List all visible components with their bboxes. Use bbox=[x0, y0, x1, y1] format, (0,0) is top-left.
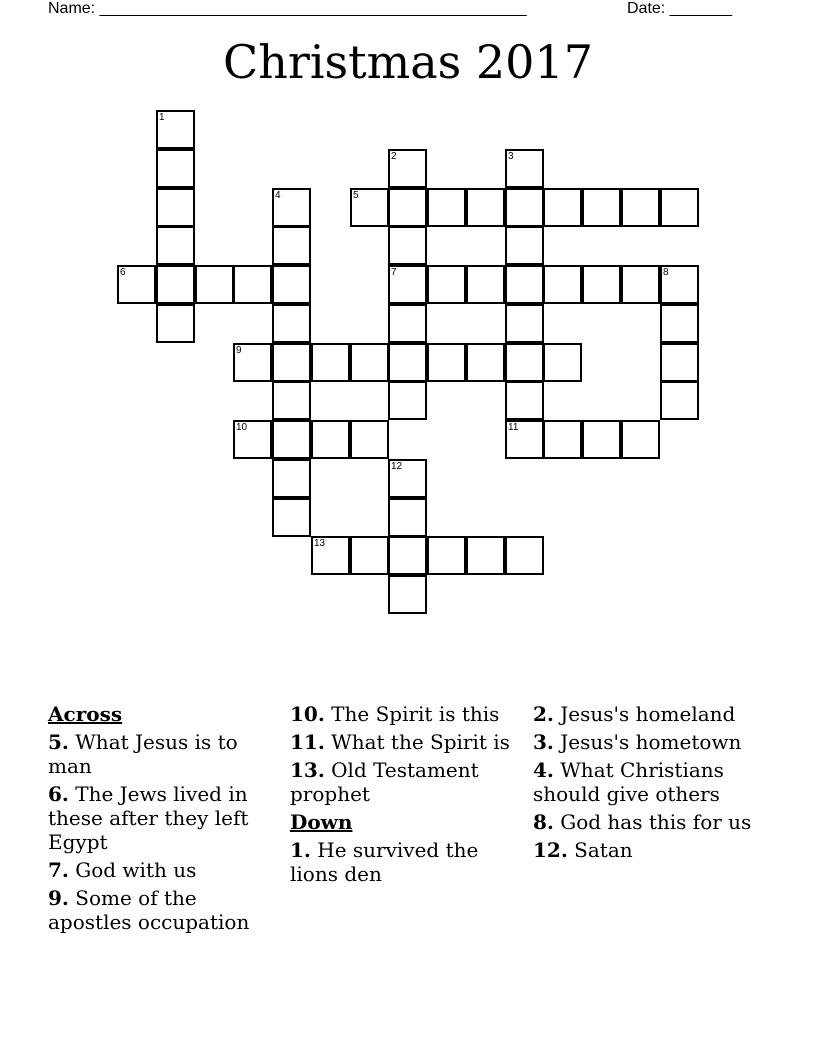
clue-down-1: 1. He survived the lions den bbox=[290, 838, 479, 886]
clue-down-12: 12. Satan bbox=[533, 838, 633, 862]
grid-cell[interactable] bbox=[388, 536, 427, 575]
grid-cell[interactable] bbox=[660, 381, 699, 420]
grid-cell[interactable] bbox=[388, 575, 427, 614]
grid-cell[interactable] bbox=[660, 188, 699, 227]
grid-cell[interactable] bbox=[272, 188, 311, 227]
grid-cell[interactable] bbox=[660, 265, 699, 304]
grid-cell[interactable] bbox=[195, 265, 234, 304]
grid-cell[interactable] bbox=[505, 149, 544, 188]
grid-cell[interactable] bbox=[272, 420, 311, 459]
grid-cell[interactable] bbox=[350, 343, 389, 382]
clue-across-11: 11. What the Spirit is bbox=[290, 730, 510, 754]
grid-cell[interactable] bbox=[582, 420, 621, 459]
across-heading: Across bbox=[48, 702, 123, 726]
grid-cell[interactable] bbox=[233, 420, 272, 459]
grid-cell[interactable] bbox=[466, 343, 505, 382]
grid-cell[interactable] bbox=[388, 188, 427, 227]
clue-number: 6 bbox=[120, 267, 126, 278]
grid-cell[interactable] bbox=[621, 188, 660, 227]
clue-number: 13 bbox=[314, 538, 326, 549]
clue-across-5: 5. What Jesus is to man bbox=[48, 730, 238, 778]
grid-cell[interactable] bbox=[350, 188, 389, 227]
grid-cell[interactable] bbox=[427, 343, 466, 382]
clues-column-3 bbox=[533, 702, 769, 866]
clues-column-2 bbox=[290, 702, 526, 890]
clue-number: 3 bbox=[508, 151, 514, 162]
crossword-grid bbox=[117, 110, 700, 615]
grid-cell[interactable] bbox=[117, 265, 156, 304]
grid-cell[interactable] bbox=[582, 188, 621, 227]
clue-across-13: 13. Old Testament prophet bbox=[290, 758, 479, 806]
clue-number: 10 bbox=[236, 422, 248, 433]
clue-number: 7 bbox=[391, 267, 397, 278]
grid-cell[interactable] bbox=[233, 343, 272, 382]
grid-cell[interactable] bbox=[388, 265, 427, 304]
grid-cell[interactable] bbox=[505, 226, 544, 265]
grid-cell[interactable] bbox=[350, 536, 389, 575]
clue-down-8: 8. God has this for us bbox=[533, 810, 752, 834]
clue-number: 5 bbox=[353, 190, 359, 201]
clue-across-7: 7. God with us bbox=[48, 858, 197, 882]
grid-cell[interactable] bbox=[543, 265, 582, 304]
grid-cell[interactable] bbox=[272, 226, 311, 265]
grid-cell[interactable] bbox=[543, 343, 582, 382]
clue-across-6: 6. The Jews lived in these after they left Egypt bbox=[48, 782, 249, 854]
grid-cell[interactable] bbox=[427, 536, 466, 575]
clues-column-1 bbox=[48, 702, 284, 938]
grid-cell[interactable] bbox=[466, 265, 505, 304]
grid-cell[interactable] bbox=[388, 498, 427, 537]
grid-cell[interactable] bbox=[660, 304, 699, 343]
clue-down-4: 4. What Christians should give others bbox=[533, 758, 724, 806]
grid-cell[interactable] bbox=[505, 265, 544, 304]
grid-cell[interactable] bbox=[388, 149, 427, 188]
grid-cell[interactable] bbox=[311, 420, 350, 459]
grid-cell[interactable] bbox=[505, 188, 544, 227]
grid-cell[interactable] bbox=[156, 188, 195, 227]
worksheet-header bbox=[48, 0, 748, 20]
clue-number: 1 bbox=[159, 112, 165, 123]
grid-cell[interactable] bbox=[505, 420, 544, 459]
grid-cell[interactable] bbox=[427, 188, 466, 227]
grid-cell[interactable] bbox=[388, 304, 427, 343]
clue-down-2: 2. Jesus's homeland bbox=[533, 702, 736, 726]
grid-cell[interactable] bbox=[311, 536, 350, 575]
clue-number: 12 bbox=[391, 461, 403, 472]
grid-cell[interactable] bbox=[388, 459, 427, 498]
grid-cell[interactable] bbox=[272, 459, 311, 498]
date-line: Date: _______ bbox=[627, 0, 732, 17]
grid-cell[interactable] bbox=[543, 420, 582, 459]
clue-number: 8 bbox=[663, 267, 669, 278]
grid-cell[interactable] bbox=[543, 188, 582, 227]
grid-cell[interactable] bbox=[505, 381, 544, 420]
grid-cell[interactable] bbox=[388, 226, 427, 265]
puzzle-title: Christmas 2017 bbox=[223, 35, 593, 89]
grid-cell[interactable] bbox=[272, 304, 311, 343]
grid-cell[interactable] bbox=[350, 420, 389, 459]
grid-cell[interactable] bbox=[156, 110, 195, 149]
grid-cell[interactable] bbox=[156, 226, 195, 265]
grid-cell[interactable] bbox=[505, 536, 544, 575]
clue-number: 4 bbox=[275, 190, 281, 201]
grid-cell[interactable] bbox=[505, 343, 544, 382]
grid-cell[interactable] bbox=[466, 536, 505, 575]
clue-number: 2 bbox=[391, 151, 397, 162]
clue-number: 9 bbox=[236, 345, 242, 356]
grid-cell[interactable] bbox=[582, 265, 621, 304]
grid-cell[interactable] bbox=[156, 265, 195, 304]
grid-cell[interactable] bbox=[272, 343, 311, 382]
name-line: Name: ________________________________________________ bbox=[48, 0, 527, 17]
grid-cell[interactable] bbox=[156, 304, 195, 343]
clue-number: 11 bbox=[508, 422, 519, 433]
clue-across-9: 9. Some of the apostles occupation bbox=[48, 886, 250, 934]
grid-cell[interactable] bbox=[466, 188, 505, 227]
clue-across-10: 10. The Spirit is this bbox=[290, 702, 500, 726]
grid-cell[interactable] bbox=[388, 381, 427, 420]
grid-cell[interactable] bbox=[660, 343, 699, 382]
down-heading: Down bbox=[290, 810, 353, 834]
grid-cell[interactable] bbox=[621, 420, 660, 459]
grid-cell[interactable] bbox=[233, 265, 272, 304]
grid-cell[interactable] bbox=[272, 498, 311, 537]
grid-cell[interactable] bbox=[156, 149, 195, 188]
grid-cell[interactable] bbox=[427, 265, 466, 304]
grid-cell[interactable] bbox=[272, 381, 311, 420]
grid-cell[interactable] bbox=[272, 265, 311, 304]
grid-cell[interactable] bbox=[388, 343, 427, 382]
grid-cell[interactable] bbox=[311, 343, 350, 382]
clue-down-3: 3. Jesus's hometown bbox=[533, 730, 742, 754]
grid-cell[interactable] bbox=[621, 265, 660, 304]
grid-cell[interactable] bbox=[505, 304, 544, 343]
